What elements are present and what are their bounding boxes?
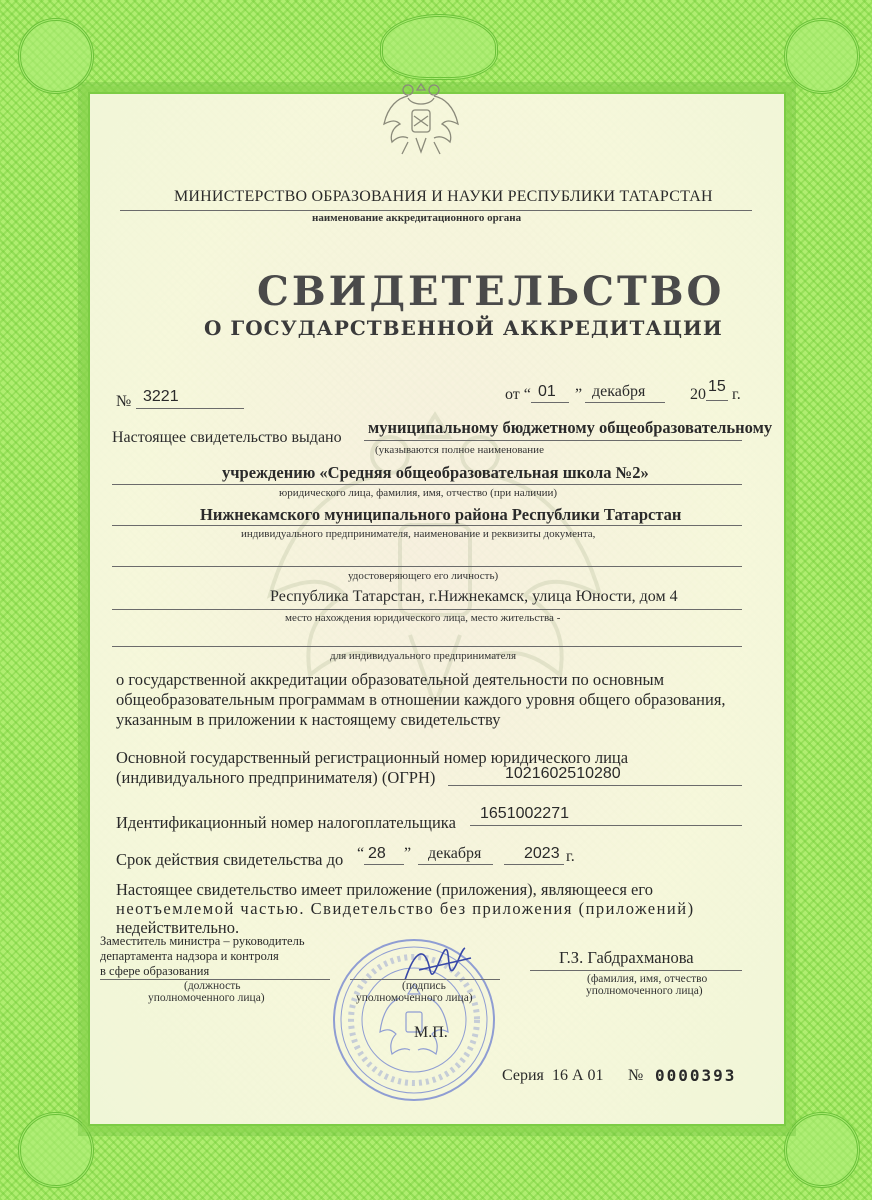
issue-year-prefix: 20 bbox=[690, 386, 706, 403]
signatory-position-line1: Заместитель министра – руководитель bbox=[100, 934, 305, 948]
document-subtitle: О ГОСУДАРСТВЕННОЙ АККРЕДИТАЦИИ bbox=[204, 316, 723, 340]
position-caption1: (должность bbox=[184, 980, 241, 992]
accreditation-text-line1: о государственной аккредитации образовательной деятельности по основным bbox=[116, 670, 665, 689]
series-value: 16 А 01 bbox=[552, 1067, 604, 1084]
number-underline bbox=[136, 408, 244, 409]
certificate-number: 3221 bbox=[143, 388, 179, 405]
ministry-name: МИНИСТЕРСТВО ОБРАЗОВАНИЯ И НАУКИ РЕСПУБЛИКИ ТАТАРСТАН bbox=[174, 188, 713, 205]
holder-caption1: (указываются полное наименование bbox=[375, 444, 544, 456]
issue-month: декабря bbox=[592, 383, 646, 400]
document-title: СВИДЕТЕЛЬСТВО bbox=[257, 268, 725, 315]
coat-of-arms-icon bbox=[378, 76, 464, 166]
ogrn-label-line2: (индивидуального предпринимателя) (ОГРН) bbox=[116, 768, 436, 787]
series-label: Серия bbox=[502, 1067, 544, 1084]
inn-value: 1651002271 bbox=[480, 805, 569, 822]
ornament-top-center bbox=[380, 14, 498, 80]
issued-label: Настоящее свидетельство выдано bbox=[112, 429, 342, 446]
series-number-label: № bbox=[628, 1067, 644, 1084]
signatory-position-line3: в сфере образования bbox=[100, 964, 210, 978]
accreditation-text-line3: указанным в приложении к настоящему свидетельству bbox=[116, 710, 501, 729]
holder-line4-underline bbox=[112, 566, 742, 567]
validity-month-underline bbox=[418, 864, 493, 865]
validity-day: 28 bbox=[368, 845, 386, 862]
appendix-text-line3: недействительно. bbox=[116, 918, 240, 937]
validity-day-underline bbox=[364, 864, 404, 865]
validity-close-quote: ” bbox=[404, 845, 412, 862]
accreditation-text-line2: общеобразовательным программам в отношении каждого уровня общего образования, bbox=[116, 690, 726, 709]
number-label: № bbox=[116, 393, 132, 410]
ornament-top-left bbox=[18, 18, 94, 94]
validity-year-underline bbox=[504, 864, 564, 865]
name-underline bbox=[530, 970, 742, 971]
date-prefix: от “ bbox=[505, 386, 531, 403]
issue-day-underline bbox=[531, 402, 569, 403]
issue-year-suffix: 15 bbox=[708, 378, 726, 395]
ministry-underline bbox=[120, 210, 752, 211]
seal-place-label: М.П. bbox=[414, 1024, 448, 1041]
signatory-position-line2: департамента надзора и контроля bbox=[100, 949, 279, 963]
holder-address: Республика Татарстан, г.Нижнекамск, улица Юности, дом 4 bbox=[270, 588, 678, 605]
ogrn-label-line1: Основной государственный регистрационный номер юридического лица bbox=[116, 748, 629, 767]
issue-year-underline bbox=[706, 400, 728, 401]
holder-caption6: для индивидуального предпринимателя bbox=[330, 650, 517, 662]
validity-month: декабря bbox=[428, 845, 482, 862]
holder-line3-underline bbox=[112, 525, 742, 526]
issue-day: 01 bbox=[538, 383, 556, 400]
ornament-bottom-left bbox=[18, 1112, 94, 1188]
position-caption2: уполномоченного лица) bbox=[148, 992, 265, 1004]
name-caption2: уполномоченного лица) bbox=[586, 985, 703, 997]
inn-label: Идентификационный номер налогоплательщика bbox=[116, 813, 456, 832]
holder-caption2: юридического лица, фамилия, имя, отчество (при наличии) bbox=[279, 487, 558, 499]
holder-line6-underline bbox=[112, 646, 742, 647]
validity-year-unit: г. bbox=[566, 848, 575, 865]
holder-caption3: индивидуального предпринимателя, наименование и реквизиты документа, bbox=[241, 528, 596, 540]
ogrn-underline bbox=[448, 785, 742, 786]
holder-line2-underline bbox=[112, 484, 742, 485]
holder-caption5: место нахождения юридического лица, место жительства - bbox=[285, 612, 561, 624]
holder-name-line2: учреждению «Средняя общеобразовательная школа №2» bbox=[222, 463, 649, 482]
appendix-text-line1: Настоящее свидетельство имеет приложение (приложения), являющееся его bbox=[116, 880, 653, 899]
signature-caption1: (подпись bbox=[402, 980, 446, 992]
signature-caption2: уполномоченного лица) bbox=[356, 992, 473, 1004]
inn-underline bbox=[470, 825, 742, 826]
series-number: 0000393 bbox=[655, 1066, 737, 1085]
date-quote-close: ” bbox=[575, 386, 583, 403]
issue-year-unit: г. bbox=[732, 386, 741, 403]
appendix-text-line2: неотъемлемой частью. Свидетельство без приложения (приложений) bbox=[116, 899, 695, 918]
issue-month-underline bbox=[585, 402, 665, 403]
name-caption1: (фамилия, имя, отчество bbox=[587, 973, 708, 985]
address-underline bbox=[112, 609, 742, 610]
ornament-bottom-right bbox=[784, 1112, 860, 1188]
validity-year: 2023 bbox=[524, 845, 560, 862]
holder-name-line1: муниципальному бюджетному общеобразовательному bbox=[368, 418, 773, 437]
ornament-top-right bbox=[784, 18, 860, 94]
ogrn-value: 1021602510280 bbox=[505, 765, 621, 782]
validity-open-quote: “ bbox=[357, 845, 365, 862]
holder-name-line3: Нижнекамского муниципального района Республики Татарстан bbox=[200, 505, 682, 524]
ministry-caption: наименование аккредитационного органа bbox=[312, 212, 522, 224]
holder-line1-underline bbox=[364, 440, 742, 441]
signatory-name: Г.З. Габдрахманова bbox=[559, 948, 694, 967]
validity-label: Срок действия свидетельства до bbox=[116, 850, 344, 869]
holder-caption4: удостоверяющего его личность) bbox=[348, 570, 499, 582]
